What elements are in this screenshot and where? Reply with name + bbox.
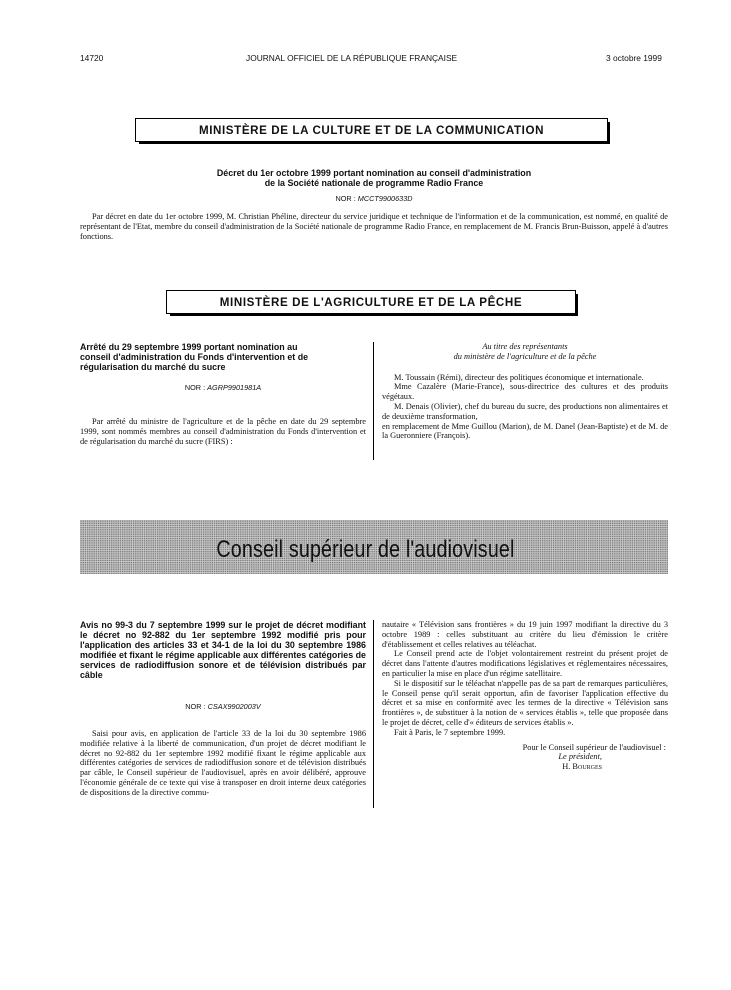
- agri-nor-code: AGRP9901981A: [207, 383, 262, 392]
- csa-signature-line-1: Pour le Conseil supérieur de l'audiovisuel :: [522, 742, 666, 752]
- culture-title-line-2: de la Société nationale de programme Radio France: [264, 178, 484, 188]
- culture-nor: [80, 194, 668, 203]
- csa-nor: [80, 702, 366, 711]
- agriculture-body: [80, 417, 366, 446]
- csa-signature-line-3: H. Bourges: [562, 762, 602, 772]
- culture-nor-label: NOR :: [335, 194, 356, 203]
- csa-right-body: [382, 620, 668, 772]
- agri-title-line-2: conseil d'administration du Fonds d'intervention et de: [80, 352, 309, 362]
- csa-left-text: Saisi pour avis, en application de l'article 33 de la loi du 30 septembre 1986 modifiée relative à la liberté de communication, d'un projet de décret modifiant le décret no 92-882 du 1er septembre 1992 modifié fixant le régime applicable aux différentes catégories de services de radiodiffusion sonore et de télévision distribués par câble, le Conseil supérieur de l'audiovisuel, après en avoir délibéré, approuve l'économie générale de ce texte qui vise à transposer en droit interne deux catégories de dispositions de la directive commu-: [80, 729, 366, 797]
- culture-decree-body: [80, 212, 668, 241]
- csa-right-p1: nautaire « Télévision sans frontières » du 19 juin 1997 modifiant la directive du 3 octobre 1989 : celles substituant au critère du lieu d'émission le critère d'établissement et celles relatives au téléachat.: [382, 620, 668, 649]
- csa-left-body: [80, 729, 366, 798]
- replacement-note: en remplacement de Mme Guillou (Marion), de M. Danel (Jean-Baptiste) et de M. de la Gueronniere (François).: [382, 421, 668, 441]
- agriculture-nor: [80, 383, 366, 392]
- culture-body-text: Par décret en date du 1er octobre 1999, M. Christian Phéline, directeur du service juridique et technique de l'information et de la communication, est nommé, en qualité de représentant de l'Etat, membre du conseil d'administration de la Société nationale de programme Radio France, en remplacement de M. Francis Brun-Buisson, appelé à d'autres fonctions.: [80, 212, 668, 241]
- member-denais: M. Denais (Olivier), chef du bureau du sucre, des productions non alimentaires et de deuxième transformation,: [382, 401, 668, 421]
- csa-nor-code: CSAX9902003V: [207, 702, 261, 711]
- agri-title-line-3: régularisation du marché du sucre: [80, 362, 226, 372]
- csa-right-p3: Si le dispositif sur le téléachat n'appelle pas de sa part de remarques particulières, le Conseil pense qu'il serait opportun, afin de favoriser l'application effective du décret et sa mise en conformité avec les termes de la directive « Télévision sans frontières », de substituer à la notion de « services établis », telle que proposée dans le projet de décret, celle d'« éditeurs de services établis ».: [382, 678, 668, 727]
- representatives-heading-1: Au titre des représentants: [482, 342, 568, 351]
- agriculture-members: [382, 342, 668, 441]
- agriculture-ministry-heading: MINISTÈRE DE L'AGRICULTURE ET DE LA PÊCHE: [166, 290, 576, 314]
- agri-body-text: Par arrêté du ministre de l'agriculture et de la pêche en date du 29 septembre 1999, sont nommés membres au conseil d'administration du Fonds d'intervention et de régularisation du marché du sucre (FIRS) :: [80, 417, 366, 446]
- csa-signature-line-2: Le président,: [558, 752, 602, 762]
- issue-date: 3 octobre 1999: [606, 53, 662, 63]
- member-toussain: M. Toussain (Rémi), directeur des politiques économique et internationale.: [394, 372, 644, 382]
- csa-opinion-title: Avis no 99-3 du 7 septembre 1999 sur le projet de décret modifiant le décret no 92-882 du 1er septembre 1992 modifié pris pour l'application des articles 33 et 34-1 de la loi du 30 septembre 1986 modifiée et fixant le régime applicable aux différentes catégories de services de radiodiffusion sonore et de télévision distribués par câble: [80, 620, 366, 680]
- culture-title-line-1: Décret du 1er octobre 1999 portant nomination au conseil d'administration: [216, 168, 532, 178]
- csa-column-divider: [373, 620, 374, 808]
- member-cazalere: Mme Cazalère (Marie-France), sous-directrice des cultures et des produits végétaux.: [382, 382, 668, 402]
- agri-nor-label: NOR :: [184, 383, 206, 392]
- agri-title-line-1: Arrêté du 29 septembre 1999 portant nomination au: [80, 342, 298, 352]
- page-number: 14720: [80, 53, 104, 63]
- csa-right-p4: Fait à Paris, le 7 septembre 1999.: [394, 727, 506, 737]
- culture-decree-title: [80, 168, 668, 188]
- culture-nor-code: MCCT9900633D: [357, 194, 413, 203]
- csa-nor-label: NOR :: [185, 702, 206, 711]
- csa-right-p2: Le Conseil prend acte de l'objet volontairement restreint du présent projet de décret dans l'attente d'autres modifications législatives et réglementaires nécessaires, en particulier la mise en place d'un régime satellitaire.: [382, 649, 668, 678]
- column-divider: [373, 342, 374, 460]
- csa-banner-title: Conseil supérieur de l'audiovisuel: [216, 536, 515, 563]
- culture-ministry-heading: MINISTÈRE DE LA CULTURE ET DE LA COMMUNICATION: [135, 118, 608, 142]
- agriculture-decree-title: [80, 342, 366, 372]
- representatives-heading-2: du ministère de l'agriculture et de la pêche: [453, 351, 597, 361]
- journal-title: JOURNAL OFFICIEL DE LA RÉPUBLIQUE FRANÇAISE: [246, 53, 458, 63]
